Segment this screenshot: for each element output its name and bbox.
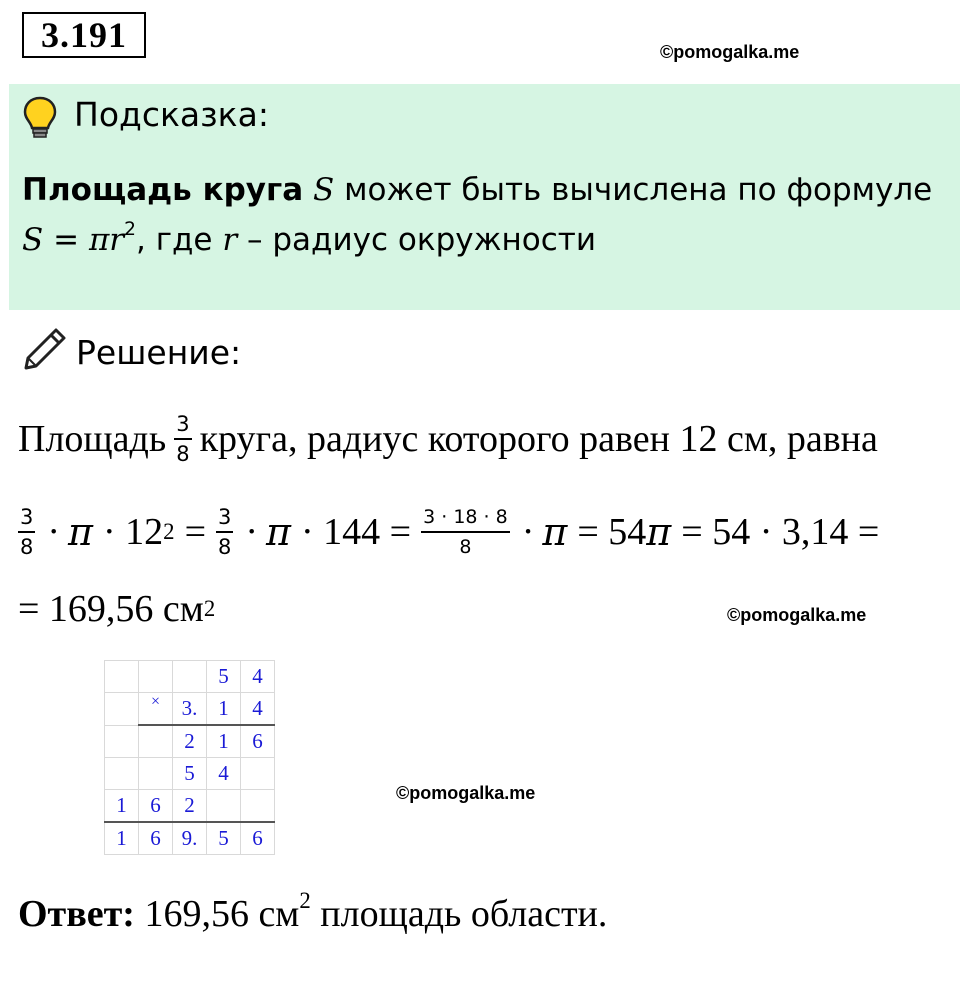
hint-text	[22, 170, 932, 210]
fraction-denominator: 8	[218, 535, 232, 559]
answer-suffix: площадь области.	[320, 893, 608, 935]
grid-row	[105, 758, 275, 790]
solution-line-2: $\frac{3}{8}$ · π · 12 2 = $\frac{3}{8}$ · π · 144 = $\frac{3 \cdot 18 \cdot 8}{8}$ · π = 54 π = 54 · 3,14 =	[20, 505, 880, 559]
grid-cell: 5	[207, 822, 241, 855]
multiplication-grid	[104, 660, 275, 855]
fraction-numerator: 3	[174, 410, 191, 440]
grid-cell: 6	[241, 725, 275, 758]
grid-cell	[241, 790, 275, 823]
grid-cell	[207, 790, 241, 823]
grid-cell: 4	[241, 693, 275, 726]
operator: ·	[47, 511, 61, 553]
hint-text-1: может быть вычислена по формуле	[344, 172, 933, 208]
fraction-denominator: 8	[176, 442, 190, 466]
grid-cell: 1	[207, 693, 241, 726]
fraction-numerator: 3	[18, 503, 35, 533]
grid-cell	[105, 725, 139, 758]
grid-cell	[173, 661, 207, 693]
lightbulb-icon	[22, 96, 58, 140]
grid-cell	[241, 758, 275, 790]
fraction-denominator: 8	[20, 535, 34, 559]
grid-cell: 3.	[173, 693, 207, 726]
grid-cell	[139, 661, 173, 693]
fraction	[174, 410, 191, 468]
grid-cell: 1	[105, 822, 139, 855]
expr-part: · 144 =	[301, 511, 412, 553]
solution-line-1	[18, 404, 878, 474]
hint-text-2: , где	[135, 222, 223, 258]
solution-line-3: = 169,56 см 2	[18, 588, 216, 630]
watermark: ©pomogalka.me	[727, 605, 867, 625]
grid-row	[105, 822, 275, 855]
result: = 169,56 см	[18, 588, 204, 630]
grid-row	[105, 790, 275, 823]
equals: =	[184, 511, 207, 553]
pi-symbol: π	[266, 510, 292, 554]
line1-prefix: Площадь	[18, 418, 167, 460]
grid-cell: 5	[173, 758, 207, 790]
pi-symbol: π	[68, 510, 94, 554]
grid-cell: 4	[241, 661, 275, 693]
grid-cell: 2	[173, 790, 207, 823]
expr-part: · 12	[103, 511, 164, 553]
grid-cell: ×	[139, 693, 173, 726]
hint-var-r: r	[222, 222, 238, 258]
answer-label: Ответ:	[18, 893, 135, 935]
hint-text-3: – радиус окружности	[237, 222, 597, 258]
grid-cell: 5	[207, 661, 241, 693]
solution-title: Решение:	[76, 333, 242, 372]
fraction-numerator: 3	[216, 503, 233, 533]
watermark: ©pomogalka.me	[660, 42, 800, 62]
grid-cell: 6	[241, 822, 275, 855]
fraction	[18, 503, 35, 561]
grid-cell: 1	[105, 790, 139, 823]
grid-row	[105, 661, 275, 693]
grid-cell	[139, 758, 173, 790]
grid-cell	[105, 758, 139, 790]
formula-exponent: 2	[124, 219, 136, 241]
expr-part: = 54 · 3,14 =	[681, 511, 880, 553]
formula-eq: =	[43, 222, 89, 258]
line1-suffix: круга, радиус которого равен 12 см, равна	[199, 418, 878, 460]
answer-value: 169,56 см	[144, 893, 300, 935]
grid-cell: 4	[207, 758, 241, 790]
expr-part: = 54	[577, 511, 647, 553]
grid-cell: 6	[139, 822, 173, 855]
operator: ·	[245, 511, 259, 553]
grid-cell	[139, 725, 173, 758]
fraction-numerator: 3 · 18 · 8	[421, 503, 510, 533]
pi-symbol: π	[542, 510, 568, 554]
exponent: 2	[299, 887, 311, 913]
grid-cell: 9.	[173, 822, 207, 855]
hint-title: Подсказка:	[74, 95, 269, 134]
grid-row	[105, 693, 275, 726]
grid-cell	[105, 661, 139, 693]
hint-formula-line	[22, 220, 596, 260]
answer	[18, 887, 608, 936]
grid-cell: 6	[139, 790, 173, 823]
pi-symbol: π	[646, 510, 672, 554]
formula-pi-r: πr	[88, 222, 125, 258]
watermark: ©pomogalka.me	[396, 783, 536, 803]
hint-var-s: S	[312, 172, 335, 208]
fraction	[216, 503, 233, 561]
hint-term: Площадь круга	[22, 172, 304, 208]
operator: ·	[521, 511, 535, 553]
grid-cell: 1	[207, 725, 241, 758]
fraction	[421, 503, 510, 561]
pencil-icon	[22, 326, 68, 372]
task-number: 3.191	[22, 12, 146, 58]
formula-s: S	[22, 222, 44, 258]
fraction-denominator: 8	[459, 536, 472, 558]
grid-cell	[105, 693, 139, 726]
grid-row	[105, 725, 275, 758]
grid-cell: 2	[173, 725, 207, 758]
